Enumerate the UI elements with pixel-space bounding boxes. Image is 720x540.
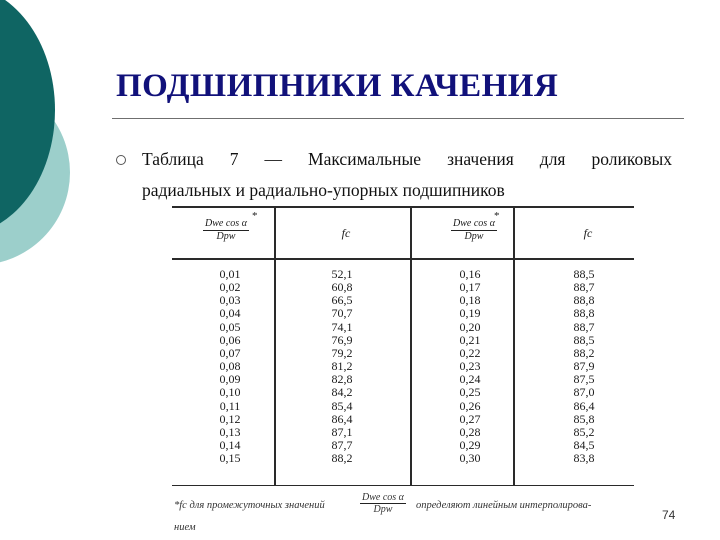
table-caption-line1: Таблица 7 — Максимальные значения для роликовых xyxy=(142,149,672,169)
bullet-circle-icon xyxy=(116,155,126,165)
table-cell: 0,05 xyxy=(219,319,241,334)
header-ratio-left-numerator: Dwe cos α xyxy=(205,218,247,229)
decorative-circles xyxy=(0,0,110,300)
table-bottom-border xyxy=(172,485,634,486)
table-cell: 0,06 xyxy=(219,332,241,347)
table-cell: 85,2 xyxy=(573,424,595,439)
header-ratio-right xyxy=(424,218,524,243)
table-cell: 88,5 xyxy=(573,332,595,347)
table-cell: 60,8 xyxy=(331,280,353,295)
table-cell: 0,29 xyxy=(459,438,481,453)
header-f-right: fc xyxy=(583,226,593,240)
footnote-line2: нием xyxy=(174,522,196,533)
table-cell: 0,19 xyxy=(459,306,481,321)
table-top-border xyxy=(172,206,634,208)
footnote-left-text: *fc для промежуточных значений xyxy=(174,500,325,511)
table-cell: 88,7 xyxy=(573,319,595,334)
table-cell: 66,5 xyxy=(331,293,353,308)
table-cell: 0,26 xyxy=(459,398,481,413)
table-cell: 0,10 xyxy=(219,385,241,400)
footnote-fraction-numerator: Dwe cos α xyxy=(362,492,404,503)
table-cell: 0,07 xyxy=(219,345,241,360)
table-cell: 0,11 xyxy=(219,398,241,413)
table-vline-2 xyxy=(410,206,412,486)
table-cell: 88,8 xyxy=(573,293,595,308)
column-fc-2 xyxy=(564,268,604,465)
table-cell: 0,09 xyxy=(219,372,241,387)
table-cell: 0,22 xyxy=(459,345,481,360)
table-cell: 81,2 xyxy=(331,359,353,374)
table-caption-line2: радиальных и радиально-упорных подшипников xyxy=(142,180,505,200)
table-cell: 0,02 xyxy=(219,280,241,295)
table-cell: 84,5 xyxy=(573,438,595,453)
table-cell: 88,2 xyxy=(331,451,353,466)
table-cell: 0,21 xyxy=(459,332,481,347)
table-cell: 88,8 xyxy=(573,306,595,321)
table-cell: 0,23 xyxy=(459,359,481,374)
table-cell: 87,5 xyxy=(573,372,595,387)
table-cell: 86,4 xyxy=(331,411,353,426)
header-ratio-left-denominator: Dpw xyxy=(216,231,236,242)
table-cell: 0,03 xyxy=(219,293,241,308)
table-cell: 74,1 xyxy=(331,319,353,334)
header-ratio-right-denominator: Dpw xyxy=(464,231,484,242)
table-cell: 0,15 xyxy=(219,451,241,466)
column-ratio-1 xyxy=(212,268,248,465)
table-cell: 0,28 xyxy=(459,424,481,439)
table-vline-1 xyxy=(274,206,276,486)
table-cell: 85,8 xyxy=(573,411,595,426)
slide-title: ПОДШИПНИКИ КАЧЕНИЯ xyxy=(116,68,559,104)
table-cell: 0,24 xyxy=(459,372,481,387)
table-cell: 88,5 xyxy=(573,267,595,281)
table-cell: 0,25 xyxy=(459,385,481,400)
table-cell: 88,2 xyxy=(573,345,595,360)
table-cell: 52,1 xyxy=(331,267,353,281)
table-cell: 85,4 xyxy=(331,398,353,413)
title-divider xyxy=(112,118,684,119)
header-ratio-left xyxy=(176,218,276,243)
table-cell: 79,2 xyxy=(331,345,353,360)
table-cell: 0,12 xyxy=(219,411,241,426)
table-cell: 0,13 xyxy=(219,424,241,439)
table-cell: 87,7 xyxy=(331,438,353,453)
bearing-table xyxy=(172,206,634,486)
column-ratio-2 xyxy=(450,268,490,465)
table-cell: 0,16 xyxy=(459,267,481,281)
table-cell: 86,4 xyxy=(573,398,595,413)
table-cell: 87,9 xyxy=(573,359,595,374)
table-cell: 88,7 xyxy=(573,280,595,295)
table-header-divider xyxy=(172,258,634,260)
footnote-fraction xyxy=(360,492,406,515)
header-ratio-right-numerator: Dwe cos α xyxy=(453,218,495,229)
header-left-star: * xyxy=(252,210,258,222)
table-cell: 0,17 xyxy=(459,280,481,295)
footnote-right-text: определяют линейным интерполирова- xyxy=(416,500,592,511)
table-cell: 87,0 xyxy=(573,385,595,400)
column-fc-1 xyxy=(322,268,362,465)
header-f-left: fc xyxy=(341,226,351,240)
table-cell: 82,8 xyxy=(331,372,353,387)
table-cell: 0,14 xyxy=(219,438,241,453)
table-cell: 0,20 xyxy=(459,319,481,334)
table-footnote xyxy=(174,494,644,536)
table-cell: 70,7 xyxy=(331,306,353,321)
table-cell: 0,01 xyxy=(219,267,241,281)
table-cell: 0,27 xyxy=(459,411,481,426)
table-cell: 87,1 xyxy=(331,424,353,439)
page-number: 74 xyxy=(662,508,676,522)
table-cell: 83,8 xyxy=(573,451,595,466)
table-cell: 0,18 xyxy=(459,293,481,308)
table-cell: 0,04 xyxy=(219,306,241,321)
table-vline-3 xyxy=(513,206,515,486)
table-cell: 0,30 xyxy=(459,451,481,466)
table-cell: 84,2 xyxy=(331,385,353,400)
table-cell: 0,08 xyxy=(219,359,241,374)
header-right-star: * xyxy=(494,210,500,222)
footnote-fraction-denominator: Dpw xyxy=(373,504,393,515)
table-cell: 76,9 xyxy=(331,332,353,347)
